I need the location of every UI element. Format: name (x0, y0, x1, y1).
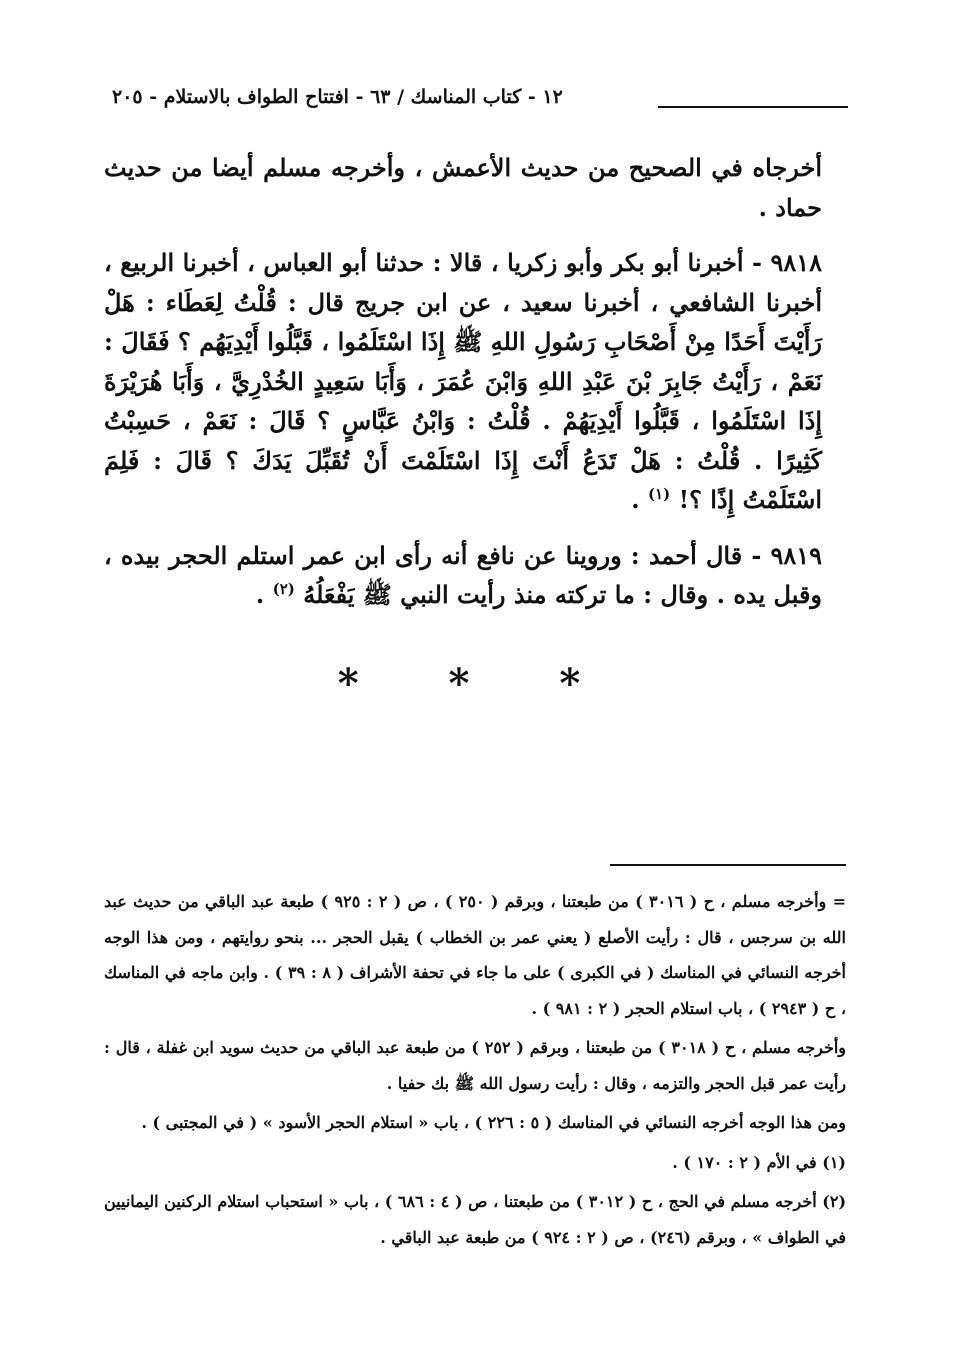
main-text (104, 148, 822, 615)
section-separator: * * * (337, 660, 619, 707)
footnote-ref: (٢) (272, 580, 295, 598)
footnote-item: وأخرجه مسلم ، ح ( ٣٠١٨ ) من طبعتنا ، وبرقم ( ٢٥٢ ) من طبعة عبد الباقي من حديث سويد ابن غفلة ، قال : رأيت عمر قبل الحجر والتزمه ، وقال : رأيت رسول الله ﷺ بك حفيا . (104, 1038, 847, 1093)
intro-paragraph: أخرجاه في الصحيح من حديث الأعمش ، وأخرجه مسلم أيضا من حديث حماد . (104, 153, 822, 222)
hadith-number: ٩٨١٨ (770, 248, 822, 277)
footnote-ref: (١) (647, 485, 671, 503)
hadith-text: - قال أحمد : وروينا عن نافع أنه رأى ابن عمر استلم الحجر بيده ، وقبل يده . وقال : ما تركته منذ رأيت النبي ﷺ يَفْعَلُهُ (104, 540, 822, 609)
footnote-item: (٢) أخرجه مسلم في الحج ، ح ( ٣٠١٢ ) من طبعتنا ، ص ( ٤ : ٦٨٦ ) ، باب « استحباب استلام الركنين اليمانيين في الطواف » ، وبرقم (٢٤٦) ، ص ( ٢ : ٩٢٤ ) من طبعة عبد الباقي . (104, 1192, 847, 1247)
running-header (112, 84, 848, 118)
hadith-9819 (104, 536, 822, 615)
header-title: ١٢ - كتاب المناسك / ٦٣ - افتتاح الطواف بالاستلام - ٢٠٥ (112, 86, 563, 108)
period: . (255, 580, 265, 609)
period: . (631, 485, 640, 514)
footnotes (104, 884, 846, 1255)
footnote-rule (610, 864, 846, 866)
footnote-item: = وأخرجه مسلم ، ح ( ٣٠١٦ ) من طبعتنا ، وبرقم ( ٢٥٠ ) ، ص ( ٢ : ٩٢٥ ) طبعة عبد الباقي من حديث عبد الله بن سرجس ، قال : رأيت الأصلع ( يعني عمر بن الخطاب ) يقبل الحجر ... بنحو روايتهم ، ومن هذا الوجه أخرجه النسائي في المناسك ( في الكبرى ) على ما جاء في تحفة الأشراف ( ٨ : ٣٩ ) . وابن ماجه في المناسك ، ح ( ٢٩٤٣ ) ، باب استلام الحجر ( ٢ : ٩٨١ ) . (104, 892, 847, 1018)
hadith-9818 (104, 243, 822, 520)
header-rule (658, 106, 848, 108)
hadith-number: ٩٨١٩ (770, 540, 822, 570)
footnote-item: ومن هذا الوجه أخرجه النسائي في المناسك ( ٥ : ٢٢٦ ) ، باب « استلام الحجر الأسود » ( في المجتبى ) . (141, 1113, 846, 1132)
hadith-text: - أخبرنا أبو بكر وأبو زكريا ، قالا : حدثنا أبو العباس ، أخبرنا الربيع ، أخبرنا الشافعي ، أخبرنا سعيد ، عن ابن جريج قال : قُلْتُ لِعَطَاء : هَلْ رَأَيْتَ أَحَدًا مِنْ أَصْحَابِ رَسُولِ اللهِ ﷺ إِذَا اسْتَلَمُوا ، قَبَّلُوا أَيْدِيَهُم ؟ فَقَالَ : نَعَمْ ، رَأَيْتُ جَابِرَ بْنَ عَبْدِ اللهِ وَابْنَ عُمَرَ ، وَأَبَا سَعِيدٍ الخُدْرِيَّ ، وَأَبَا هُرَيْرَةَ إِذَا اسْتَلَمُوا ، قَبَّلُوا أَيْدِيَهُمْ . قُلْتُ : وَابْنُ عَبَّاسٍ ؟ قَالَ : نَعَمْ ، حَسِبْتُ كَثِيرًا . قُلْتُ : هَلْ تَدَعُ أَنْتَ إِذَا اسْتَلَمْتَ أَنْ تُقَبِّلَ يَدَكَ ؟ قَالَ : فَلِمَ اسْتَلَمْتُ إِذًا ؟! (104, 248, 822, 514)
footnote-item: (١) في الأم ( ٢ : ١٧٠ ) . (672, 1152, 846, 1172)
